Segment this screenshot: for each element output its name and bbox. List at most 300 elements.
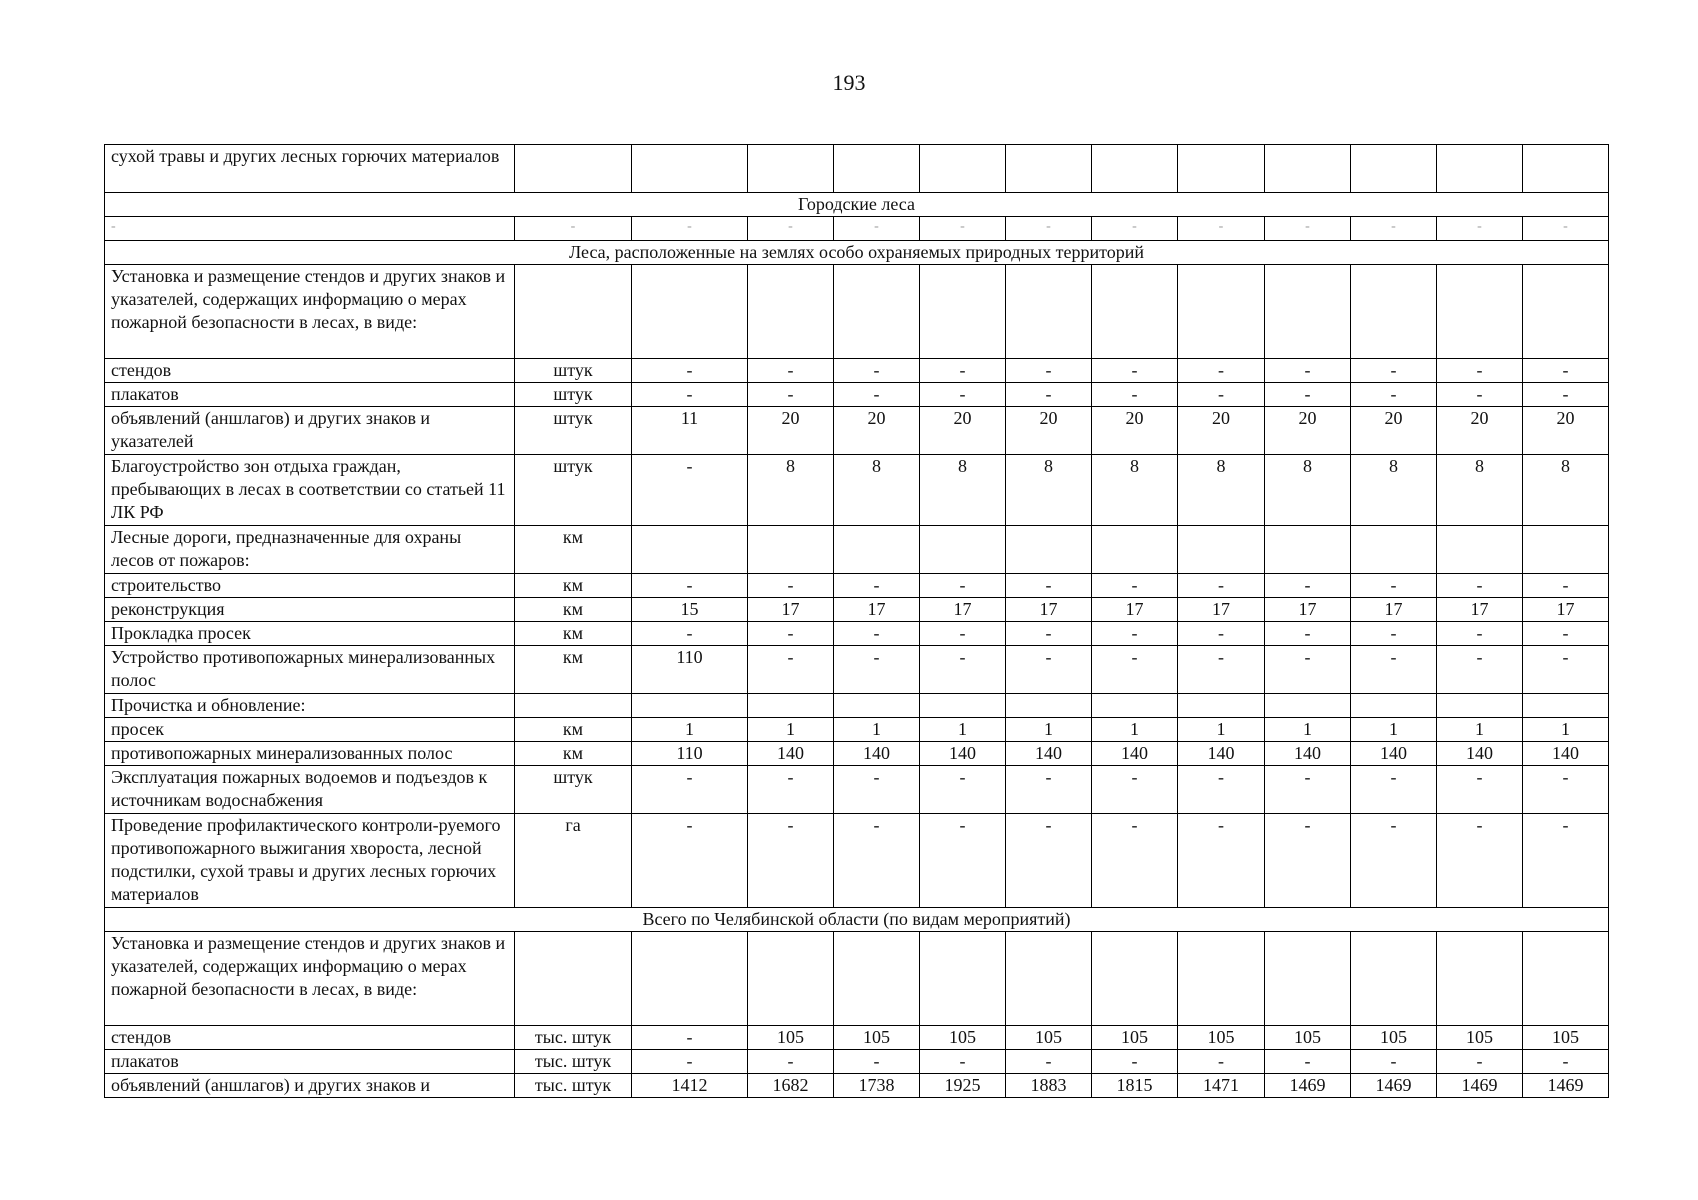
value-cell — [1006, 694, 1092, 718]
value-cell: 20 — [1351, 407, 1437, 455]
unit-cell — [515, 694, 632, 718]
measure-description: плакатов — [105, 1050, 515, 1074]
value-cell — [748, 265, 834, 359]
table-row — [105, 766, 1609, 814]
value-cell: 1469 — [1523, 1074, 1609, 1098]
value-cell: 110 — [632, 742, 748, 766]
value-cell: 1469 — [1437, 1074, 1523, 1098]
value-cell: - — [1351, 766, 1437, 814]
measures-table — [104, 144, 1609, 1098]
measure-description: Лесные дороги, предназначенные для охраны лесов от пожаров: — [105, 526, 515, 574]
value-cell: - — [1178, 814, 1265, 908]
value-cell: - — [1092, 766, 1178, 814]
value-cell: - — [748, 383, 834, 407]
value-cell — [1523, 145, 1609, 193]
value-cell: - — [632, 217, 748, 241]
measure-description: сухой травы и других лесных горючих материалов — [105, 145, 515, 193]
value-cell: 1 — [1523, 718, 1609, 742]
value-cell: - — [632, 766, 748, 814]
value-cell — [1178, 265, 1265, 359]
value-cell — [1523, 694, 1609, 718]
table-row — [105, 265, 1609, 359]
measure-description: Эксплуатация пожарных водоемов и подъездов к источникам водоснабжения — [105, 766, 515, 814]
measure-description: противопожарных минерализованных полос — [105, 742, 515, 766]
value-cell — [1178, 145, 1265, 193]
value-cell: 140 — [1523, 742, 1609, 766]
value-cell — [748, 526, 834, 574]
value-cell — [1351, 526, 1437, 574]
value-cell — [834, 145, 920, 193]
value-cell: 8 — [1351, 455, 1437, 526]
unit-cell: штук — [515, 455, 632, 526]
value-cell: - — [632, 455, 748, 526]
value-cell: 8 — [834, 455, 920, 526]
value-cell — [1092, 145, 1178, 193]
table-row — [105, 383, 1609, 407]
value-cell: - — [920, 359, 1006, 383]
value-cell — [920, 932, 1006, 1026]
value-cell: - — [1265, 646, 1351, 694]
value-cell: 1 — [748, 718, 834, 742]
value-cell: - — [748, 814, 834, 908]
value-cell — [1437, 145, 1523, 193]
value-cell: 1815 — [1092, 1074, 1178, 1098]
unit-cell: км — [515, 742, 632, 766]
value-cell: - — [1178, 359, 1265, 383]
value-cell: - — [1437, 1050, 1523, 1074]
value-cell — [1351, 932, 1437, 1026]
value-cell: - — [1265, 766, 1351, 814]
value-cell — [1006, 932, 1092, 1026]
value-cell — [920, 694, 1006, 718]
value-cell: - — [1351, 814, 1437, 908]
value-cell: 1738 — [834, 1074, 920, 1098]
value-cell: 8 — [1092, 455, 1178, 526]
table-row — [105, 145, 1609, 193]
table-row — [105, 574, 1609, 598]
value-cell: 11 — [632, 407, 748, 455]
value-cell: - — [748, 622, 834, 646]
value-cell: - — [1092, 217, 1178, 241]
value-cell: 17 — [834, 598, 920, 622]
value-cell: - — [1351, 1050, 1437, 1074]
value-cell — [920, 526, 1006, 574]
value-cell: 8 — [748, 455, 834, 526]
value-cell: - — [1178, 622, 1265, 646]
section-title: Городские леса — [105, 193, 1609, 217]
value-cell: - — [834, 383, 920, 407]
table-row — [105, 646, 1609, 694]
value-cell: - — [920, 814, 1006, 908]
value-cell — [1265, 265, 1351, 359]
value-cell — [1351, 145, 1437, 193]
value-cell: 140 — [748, 742, 834, 766]
value-cell: - — [1437, 383, 1523, 407]
unit-cell: штук — [515, 407, 632, 455]
unit-cell: тыс. штук — [515, 1074, 632, 1098]
value-cell: - — [920, 622, 1006, 646]
value-cell: 105 — [1265, 1026, 1351, 1050]
value-cell: 1 — [1178, 718, 1265, 742]
value-cell — [632, 265, 748, 359]
value-cell: - — [920, 217, 1006, 241]
value-cell — [1523, 265, 1609, 359]
value-cell: 17 — [748, 598, 834, 622]
table-row — [105, 718, 1609, 742]
measure-description: объявлений (аншлагов) и других знаков и — [105, 1074, 515, 1098]
section-title: Всего по Челябинской области (по видам мероприятий) — [105, 908, 1609, 932]
value-cell: 8 — [1437, 455, 1523, 526]
value-cell: - — [1351, 646, 1437, 694]
value-cell: 17 — [1265, 598, 1351, 622]
value-cell: 1 — [1437, 718, 1523, 742]
value-cell: - — [1523, 814, 1609, 908]
value-cell: - — [1351, 359, 1437, 383]
value-cell — [1523, 526, 1609, 574]
measure-description: Прочистка и обновление: — [105, 694, 515, 718]
value-cell: 140 — [1265, 742, 1351, 766]
value-cell — [748, 145, 834, 193]
value-cell — [1178, 694, 1265, 718]
value-cell: - — [920, 1050, 1006, 1074]
value-cell: - — [632, 814, 748, 908]
value-cell: - — [1092, 574, 1178, 598]
value-cell: 17 — [1437, 598, 1523, 622]
value-cell: - — [748, 359, 834, 383]
value-cell — [1265, 145, 1351, 193]
value-cell: - — [1006, 217, 1092, 241]
unit-cell: штук — [515, 766, 632, 814]
table-row — [105, 1050, 1609, 1074]
value-cell: - — [1092, 1050, 1178, 1074]
measure-description: Проведение профилактического контроли-руемого противопожарного выжигания хвороста, лесной подстилки, сухой травы и других лесных горючих материалов — [105, 814, 515, 908]
value-cell: 8 — [1178, 455, 1265, 526]
measure-description: стендов — [105, 1026, 515, 1050]
value-cell: - — [1006, 646, 1092, 694]
value-cell — [1178, 932, 1265, 1026]
value-cell: - — [920, 383, 1006, 407]
value-cell: - — [632, 574, 748, 598]
measure-description: реконструкция — [105, 598, 515, 622]
value-cell: 17 — [1351, 598, 1437, 622]
value-cell: - — [632, 383, 748, 407]
value-cell: - — [1265, 359, 1351, 383]
table-row — [105, 526, 1609, 574]
value-cell: - — [1265, 383, 1351, 407]
value-cell — [1092, 694, 1178, 718]
value-cell — [1437, 526, 1523, 574]
value-cell: - — [1437, 766, 1523, 814]
section-header-row — [105, 908, 1609, 932]
unit-cell: тыс. штук — [515, 1050, 632, 1074]
value-cell: 105 — [1006, 1026, 1092, 1050]
unit-cell: км — [515, 622, 632, 646]
value-cell: - — [834, 766, 920, 814]
value-cell: 1925 — [920, 1074, 1006, 1098]
value-cell: - — [1265, 217, 1351, 241]
section-header-row — [105, 241, 1609, 265]
value-cell: 1682 — [748, 1074, 834, 1098]
value-cell: - — [1523, 646, 1609, 694]
value-cell: 20 — [834, 407, 920, 455]
value-cell: - — [1351, 622, 1437, 646]
value-cell: - — [748, 217, 834, 241]
value-cell: 1471 — [1178, 1074, 1265, 1098]
value-cell: 1 — [1265, 718, 1351, 742]
value-cell — [1006, 145, 1092, 193]
value-cell: - — [632, 1026, 748, 1050]
value-cell: - — [1006, 766, 1092, 814]
table-row — [105, 359, 1609, 383]
value-cell: 20 — [748, 407, 834, 455]
value-cell: - — [1006, 622, 1092, 646]
value-cell: 17 — [920, 598, 1006, 622]
value-cell: 20 — [1265, 407, 1351, 455]
value-cell: - — [1351, 574, 1437, 598]
value-cell: 105 — [1523, 1026, 1609, 1050]
unit-cell: тыс. штук — [515, 1026, 632, 1050]
value-cell — [632, 145, 748, 193]
value-cell: - — [834, 574, 920, 598]
value-cell: - — [834, 622, 920, 646]
value-cell: - — [1092, 646, 1178, 694]
value-cell: - — [1178, 383, 1265, 407]
value-cell: 20 — [1006, 407, 1092, 455]
value-cell: - — [1092, 622, 1178, 646]
unit-cell: га — [515, 814, 632, 908]
page-number: 193 — [832, 70, 866, 95]
value-cell: - — [632, 622, 748, 646]
measure-description: - — [105, 217, 515, 241]
value-cell: 140 — [1178, 742, 1265, 766]
value-cell: 17 — [1092, 598, 1178, 622]
unit-cell: - — [515, 217, 632, 241]
value-cell — [1178, 526, 1265, 574]
unit-cell — [515, 145, 632, 193]
value-cell — [1437, 932, 1523, 1026]
value-cell: - — [748, 646, 834, 694]
value-cell: - — [1437, 359, 1523, 383]
table-row — [105, 742, 1609, 766]
value-cell — [632, 694, 748, 718]
unit-cell: км — [515, 526, 632, 574]
measure-description: Установка и размещение стендов и других знаков и указателей, содержащих информацию о мерах пожарной безопасности в лесах, в виде: — [105, 265, 515, 359]
value-cell: 1 — [920, 718, 1006, 742]
table-row — [105, 407, 1609, 455]
value-cell: - — [834, 814, 920, 908]
value-cell: 110 — [632, 646, 748, 694]
value-cell — [920, 265, 1006, 359]
value-cell: - — [1523, 1050, 1609, 1074]
value-cell: - — [1265, 574, 1351, 598]
value-cell: 20 — [1092, 407, 1178, 455]
value-cell: - — [1006, 359, 1092, 383]
value-cell — [1006, 526, 1092, 574]
value-cell — [1092, 265, 1178, 359]
value-cell: - — [748, 766, 834, 814]
value-cell — [1351, 265, 1437, 359]
unit-cell: км — [515, 646, 632, 694]
value-cell: 20 — [920, 407, 1006, 455]
value-cell: 20 — [1437, 407, 1523, 455]
value-cell: 17 — [1178, 598, 1265, 622]
value-cell: 105 — [1351, 1026, 1437, 1050]
table-row — [105, 598, 1609, 622]
value-cell: - — [1437, 574, 1523, 598]
value-cell: - — [1178, 217, 1265, 241]
value-cell: 15 — [632, 598, 748, 622]
value-cell — [1092, 932, 1178, 1026]
value-cell: - — [1523, 217, 1609, 241]
value-cell — [1092, 526, 1178, 574]
value-cell: - — [1437, 622, 1523, 646]
value-cell — [1265, 526, 1351, 574]
table-row — [105, 622, 1609, 646]
value-cell: - — [920, 574, 1006, 598]
value-cell: - — [632, 359, 748, 383]
value-cell: 140 — [1006, 742, 1092, 766]
value-cell: 140 — [1437, 742, 1523, 766]
table-row — [105, 814, 1609, 908]
measure-description: Прокладка просек — [105, 622, 515, 646]
table-row — [105, 455, 1609, 526]
measure-description: Благоустройство зон отдыха граждан, пребывающих в лесах в соответствии со статьей 11 ЛК РФ — [105, 455, 515, 526]
section-header-row — [105, 193, 1609, 217]
placeholder-row — [105, 217, 1609, 241]
value-cell: - — [1178, 574, 1265, 598]
value-cell: - — [834, 217, 920, 241]
value-cell: - — [1092, 814, 1178, 908]
measure-description: строительство — [105, 574, 515, 598]
measure-description: объявлений (аншлагов) и других знаков и указателей — [105, 407, 515, 455]
value-cell: 20 — [1523, 407, 1609, 455]
value-cell: 105 — [1092, 1026, 1178, 1050]
value-cell — [1437, 694, 1523, 718]
value-cell: 1469 — [1351, 1074, 1437, 1098]
unit-cell: км — [515, 718, 632, 742]
value-cell: - — [1178, 1050, 1265, 1074]
unit-cell — [515, 265, 632, 359]
value-cell: - — [1265, 1050, 1351, 1074]
value-cell: - — [1437, 217, 1523, 241]
value-cell: - — [1437, 814, 1523, 908]
value-cell: - — [1523, 622, 1609, 646]
value-cell: - — [1523, 574, 1609, 598]
measure-description: плакатов — [105, 383, 515, 407]
value-cell: 1 — [834, 718, 920, 742]
value-cell: - — [748, 574, 834, 598]
value-cell: - — [1006, 814, 1092, 908]
value-cell — [748, 932, 834, 1026]
value-cell: - — [1006, 1050, 1092, 1074]
value-cell: - — [834, 646, 920, 694]
value-cell: 105 — [834, 1026, 920, 1050]
value-cell: - — [1523, 359, 1609, 383]
unit-cell: км — [515, 598, 632, 622]
value-cell — [920, 145, 1006, 193]
value-cell — [632, 932, 748, 1026]
value-cell: 8 — [1006, 455, 1092, 526]
value-cell — [1006, 265, 1092, 359]
value-cell: - — [1265, 814, 1351, 908]
value-cell: - — [1006, 574, 1092, 598]
value-cell: - — [1265, 622, 1351, 646]
section-title: Леса, расположенные на землях особо охраняемых природных территорий — [105, 241, 1609, 265]
value-cell: 1883 — [1006, 1074, 1092, 1098]
value-cell: 140 — [920, 742, 1006, 766]
value-cell — [1265, 932, 1351, 1026]
value-cell: - — [920, 766, 1006, 814]
value-cell: 1 — [1092, 718, 1178, 742]
value-cell: - — [1523, 766, 1609, 814]
value-cell — [632, 526, 748, 574]
value-cell: 8 — [1265, 455, 1351, 526]
value-cell: - — [1351, 217, 1437, 241]
value-cell: - — [1092, 359, 1178, 383]
value-cell: - — [1351, 383, 1437, 407]
value-cell: - — [1006, 383, 1092, 407]
value-cell — [1351, 694, 1437, 718]
value-cell — [834, 694, 920, 718]
value-cell: - — [1092, 383, 1178, 407]
value-cell: 105 — [1178, 1026, 1265, 1050]
value-cell — [1523, 932, 1609, 1026]
value-cell: - — [1523, 383, 1609, 407]
value-cell: 105 — [920, 1026, 1006, 1050]
value-cell: 140 — [1351, 742, 1437, 766]
unit-cell: штук — [515, 383, 632, 407]
value-cell: 105 — [748, 1026, 834, 1050]
table-row — [105, 1074, 1609, 1098]
measure-description: Устройство противопожарных минерализованных полос — [105, 646, 515, 694]
value-cell: 1469 — [1265, 1074, 1351, 1098]
value-cell: 17 — [1006, 598, 1092, 622]
value-cell: - — [920, 646, 1006, 694]
value-cell: 1 — [1006, 718, 1092, 742]
table-row — [105, 932, 1609, 1026]
unit-cell: штук — [515, 359, 632, 383]
value-cell — [834, 932, 920, 1026]
value-cell: 17 — [1523, 598, 1609, 622]
measure-description: стендов — [105, 359, 515, 383]
value-cell: 1 — [632, 718, 748, 742]
value-cell: - — [748, 1050, 834, 1074]
value-cell: 1 — [1351, 718, 1437, 742]
value-cell — [834, 526, 920, 574]
value-cell — [834, 265, 920, 359]
value-cell: - — [834, 1050, 920, 1074]
measure-description: просек — [105, 718, 515, 742]
value-cell: - — [1178, 646, 1265, 694]
unit-cell: км — [515, 574, 632, 598]
table-row — [105, 694, 1609, 718]
value-cell: - — [632, 1050, 748, 1074]
table-body — [105, 145, 1609, 1098]
value-cell: 8 — [1523, 455, 1609, 526]
value-cell — [1437, 265, 1523, 359]
value-cell: 1412 — [632, 1074, 748, 1098]
value-cell — [748, 694, 834, 718]
measure-description: Установка и размещение стендов и других знаков и указателей, содержащих информацию о мерах пожарной безопасности в лесах, в виде: — [105, 932, 515, 1026]
value-cell: 20 — [1178, 407, 1265, 455]
value-cell: - — [834, 359, 920, 383]
value-cell: 105 — [1437, 1026, 1523, 1050]
value-cell: - — [1178, 766, 1265, 814]
value-cell — [1265, 694, 1351, 718]
value-cell: - — [1437, 646, 1523, 694]
table-row — [105, 1026, 1609, 1050]
value-cell: 140 — [834, 742, 920, 766]
